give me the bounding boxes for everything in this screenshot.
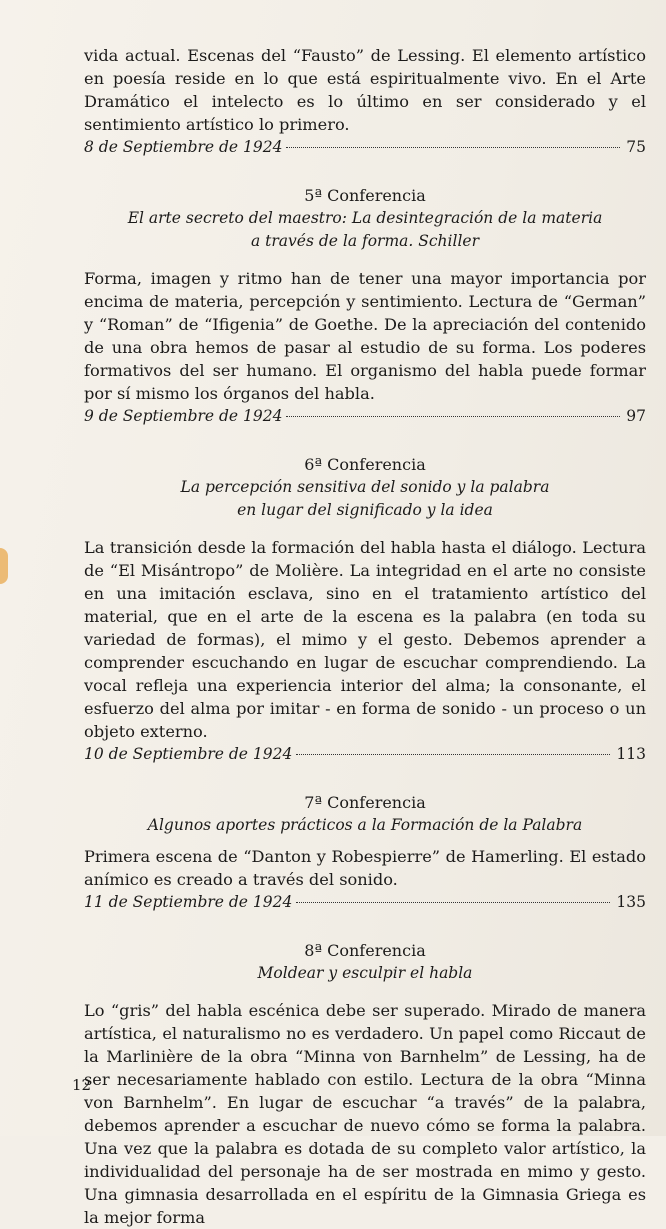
page-number: 12: [72, 1076, 92, 1094]
edge-tab: [0, 548, 8, 584]
leader-dots: [296, 902, 610, 903]
conference-dateline: [84, 743, 646, 766]
conference-number: 5ª Conferencia: [304, 186, 426, 205]
conference-subtitle: La percepción sensitiva del sonido y la palabra: [180, 478, 550, 496]
conference-dateline: [84, 405, 646, 428]
conference-subtitle: en lugar del significado y la idea: [237, 501, 493, 519]
conference-subtitle: Moldear y esculpir el habla: [257, 964, 473, 982]
conference-subtitle: Algunos aportes prácticos a la Formación de la Palabra: [147, 816, 583, 834]
conference-summary: Lo “gris” del habla escénica debe ser superado. Mirado de manera artística, el naturalismo no es verdadero. Un papel como Riccaut de la Marlinière de la obra “Minna von Barnhelm” de Lessing, ha de ser necesariamente hablado con estilo. Lectura de la obra “Minna von Barnhelm”. En lugar de escuchar “a través” de la palabra, debemos aprender a escuchar de nuevo cómo se forma la palabra. Una vez que la palabra es dotada de su completo valor artístico, la individualidad del personaje ha de ser mostrada en mimo y gesto. Una gimnasia desarrollada en el espíritu de la Gimnasia Griega es la mejor forma: [84, 1001, 646, 1227]
conference-heading: [84, 184, 646, 253]
conference-heading: [84, 791, 646, 837]
page-ref: 75: [626, 138, 646, 156]
date: 8 de Septiembre de 1924: [84, 138, 283, 156]
intro-dateline: [84, 136, 646, 159]
conference-subtitle: a través de la forma. Schiller: [250, 232, 479, 250]
conference-number: 7ª Conferencia: [304, 793, 426, 812]
conference-heading: [84, 453, 646, 522]
leader-dots: [286, 147, 620, 148]
conference-summary: La transición desde la formación del habla hasta el diálogo. Lectura de “El Misántropo” de Molière. La integridad en el arte no consiste en una imitación esclava, sino en el tratamiento artístico del material, que en el arte de la escena es la palabra (en toda su variedad de formas), el mimo y el gesto. Debemos aprender a comprender escuchando en lugar de escuchar comprendiendo. La vocal refleja una experiencia interior del alma; la consonante, el esfuerzo del alma por imitar - en forma de sonido - un proceso o un objeto externo.: [84, 538, 646, 741]
leader-dots: [286, 416, 620, 417]
date: 9 de Septiembre de 1924: [84, 407, 283, 425]
conference-summary: Primera escena de “Danton y Robespierre” de Hamerling. El estado anímico es creado a través del sonido.: [84, 847, 646, 889]
date: 10 de Septiembre de 1924: [84, 745, 293, 763]
conference-number: 6ª Conferencia: [304, 455, 426, 474]
intro-paragraph: vida actual. Escenas del “Fausto” de Lessing. El elemento artístico en poesía reside en lo que está espiritualmente vivo. En el Arte Dramático el intelecto es lo último en ser considerado y el sentimiento artístico lo primero.: [84, 46, 646, 134]
conference-dateline: [84, 891, 646, 914]
page-ref: 135: [616, 893, 646, 911]
page-ref: 113: [616, 745, 646, 763]
page-content: [84, 44, 646, 1229]
conference-number: 8ª Conferencia: [304, 941, 426, 960]
conference-subtitle: El arte secreto del maestro: La desintegración de la materia: [127, 209, 603, 227]
leader-dots: [296, 754, 610, 755]
page-ref: 97: [626, 407, 646, 425]
conference-heading: [84, 939, 646, 985]
conference-summary: Forma, imagen y ritmo han de tener una mayor importancia por encima de materia, percepción y sentimiento. Lectura de “German” y “Roman” de “Ifigenia” de Goethe. De la apreciación del contenido de una obra hemos de pasar al estudio de su forma. Los poderes formativos del ser humano. El organismo del habla puede formar por sí mismo los órganos del habla.: [84, 269, 646, 403]
date: 11 de Septiembre de 1924: [84, 893, 293, 911]
